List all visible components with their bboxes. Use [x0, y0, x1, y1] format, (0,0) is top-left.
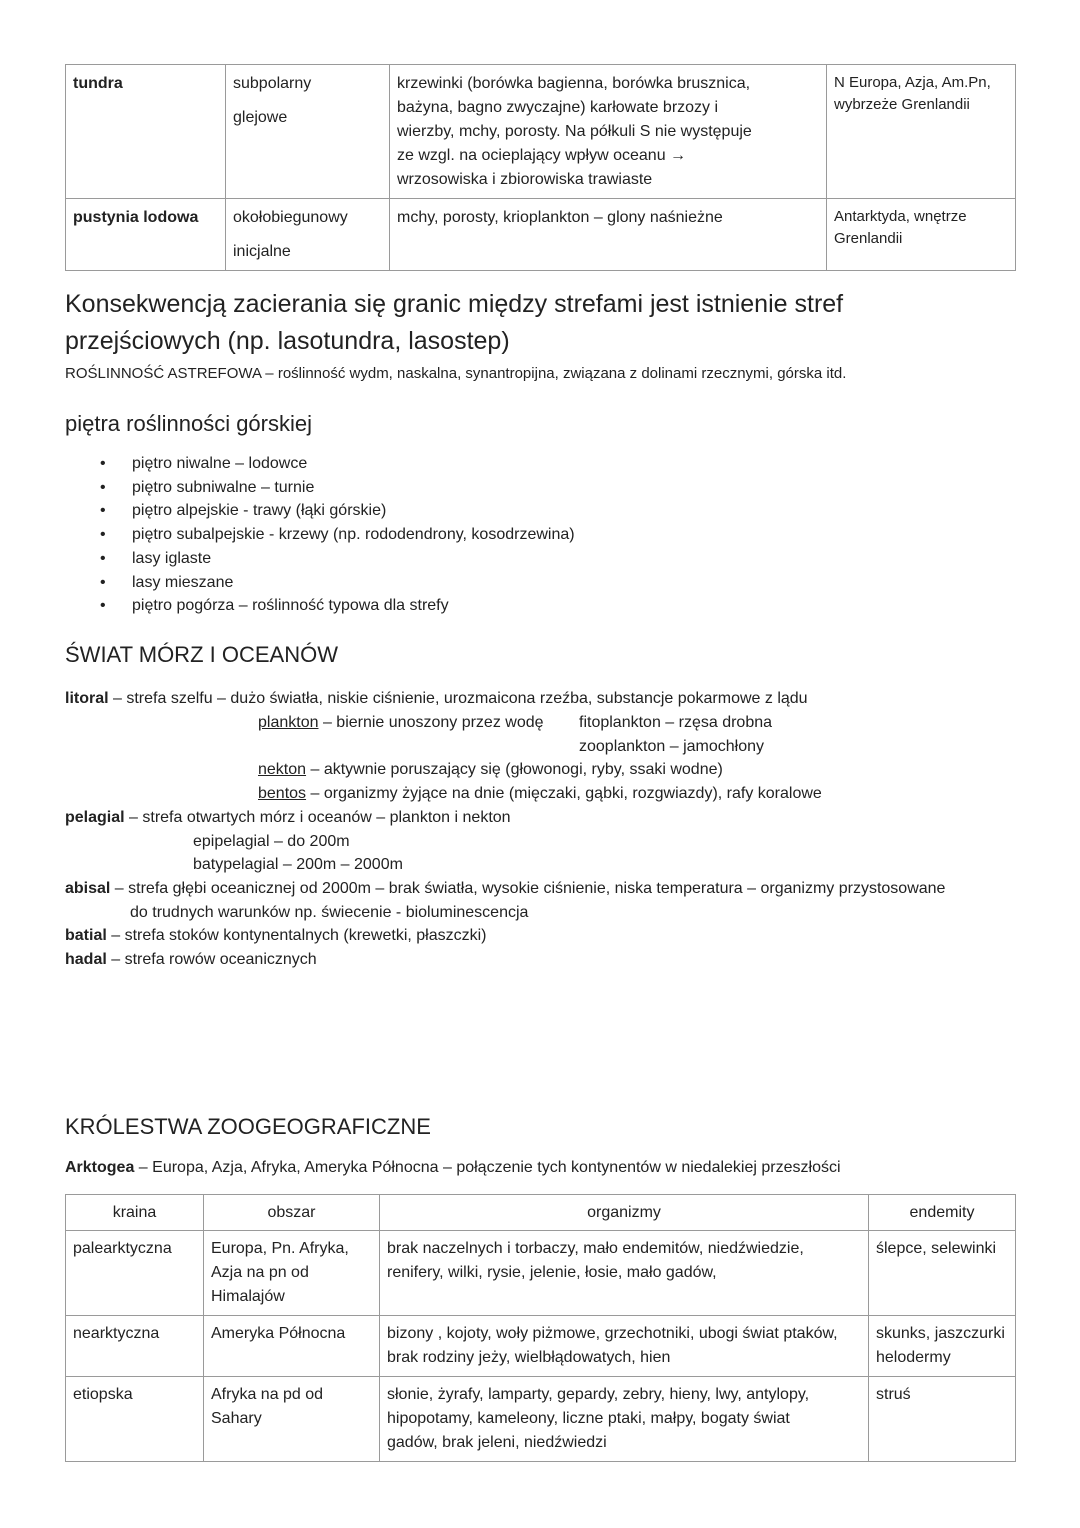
zoo-heading: KRÓLESTWA ZOOGEOGRAFICZNE	[65, 1114, 431, 1139]
abisal-continuation: do trudnych warunków np. świecenie - bioluminescencja	[130, 904, 529, 921]
vegetation-line: ze wzgl. na ocieplający wpływ oceanu →	[397, 147, 687, 164]
ocean-heading: ŚWIAT MÓRZ I OCEANÓW	[65, 642, 338, 667]
obszar-cell	[204, 1231, 380, 1316]
col-header-obszar: obszar	[204, 1195, 380, 1231]
batypelagial-line: batypelagial – 200m – 2000m	[193, 856, 403, 873]
bentos-line	[258, 782, 822, 806]
climate-text: okołobiegunowy	[233, 209, 348, 226]
zoo-line: zooplankton – jamochłony	[579, 738, 765, 755]
climate-text: subpolarny	[233, 75, 312, 92]
fito-line: fitoplankton – rzęsa drobna	[579, 714, 773, 731]
bullet-icon: •	[100, 478, 106, 496]
endemity-cell	[869, 1231, 1016, 1316]
climate-soil-cell	[226, 65, 390, 199]
vegetation-cell	[390, 199, 827, 271]
region-cell	[827, 65, 1016, 199]
cell-line: brak naczelnych i torbaczy, mało endemitów, niedźwiedzie,	[387, 1240, 804, 1257]
soil-text: inicjalne	[233, 243, 291, 260]
definition: – organizmy żyjące na dnie (mięczaki, gąbki, rozgwiazdy), rafy koralowe	[306, 785, 822, 802]
bullet-icon: •	[100, 597, 106, 615]
definition: – biernie unoszony przez wodę	[318, 714, 544, 731]
item-text: piętro pogórza – roślinność typowa dla strefy	[132, 597, 449, 615]
item-text: piętro subalpejskie - krzewy (np. rododendrony, kosodrzewina)	[132, 526, 575, 544]
item-text: lasy iglaste	[132, 549, 212, 567]
cell-line: bizony , kojoty, woły piżmowe, grzechotniki, ubogi świat ptaków,	[387, 1325, 838, 1342]
item-text: piętro subniwalne – turnie	[132, 478, 315, 496]
mountain-heading: piętra roślinności górskiej	[65, 411, 312, 436]
region-line: Antarktyda, wnętrze	[834, 208, 967, 225]
term: hadal	[65, 951, 107, 968]
astrefowa-text: ROŚLINNOŚĆ ASTREFOWA – roślinność wydm, naskalna, synantropijna, związana z dolinami rzecznymi, górska itd.	[65, 365, 847, 382]
item-text: lasy mieszane	[132, 573, 234, 591]
bullet-icon: •	[100, 455, 106, 472]
cell-line: Azja na pn od	[211, 1264, 309, 1281]
item-text: piętro alpejskie - trawy (łąki górskie)	[132, 502, 387, 520]
vegetation-line: wierzby, mchy, porosty. Na półkuli S nie występuje	[397, 123, 752, 140]
col-header-kraina: kraina	[66, 1195, 204, 1231]
kraina-cell: palearktyczna	[66, 1231, 204, 1316]
table-row	[66, 1316, 1016, 1377]
region-line: wybrzeże Grenlandii	[834, 96, 970, 113]
item-text: piętro niwalne – lodowce	[132, 455, 308, 472]
cell-line: brak rodziny jeży, wielbłądowatych, hien	[387, 1349, 671, 1366]
col-header-organizmy: organizmy	[380, 1195, 869, 1231]
list-item	[68, 571, 575, 595]
definition: – strefa stoków kontynentalnych (krewetki, płaszczki)	[106, 927, 487, 944]
term: Arktogea	[65, 1159, 135, 1176]
climate-soil-cell	[226, 199, 390, 271]
list-item	[68, 594, 575, 618]
zoo-table	[65, 1194, 1016, 1462]
definition: – strefa głębi oceanicznej od 2000m – brak światła, wysokie ciśnienie, niska temperatura – organizmy przystosowane	[110, 880, 946, 897]
epipelagial-line: epipelagial – do 200m	[193, 833, 350, 850]
list-item	[68, 452, 575, 476]
region-cell	[827, 199, 1016, 271]
list-item	[68, 476, 575, 500]
arktogea-line	[65, 1156, 841, 1180]
table-row	[66, 199, 1016, 271]
hadal-line	[65, 948, 317, 972]
cell-line: Europa, Pn. Afryka,	[211, 1240, 349, 1257]
cell-line: hipopotamy, kameleony, liczne ptaki, małpy, bogaty świat	[387, 1410, 790, 1427]
plankton-line	[258, 711, 544, 735]
cell-line: renifery, wilki, rysie, jelenie, łosie, mało gadów,	[387, 1264, 717, 1281]
bullet-icon: •	[100, 526, 106, 544]
definition: – strefa otwartych mórz i oceanów – plankton i nekton	[124, 809, 511, 826]
vegetation-cell	[390, 65, 827, 199]
cell-line: gadów, brak jeleni, niedźwiedzi	[387, 1434, 607, 1451]
zone-cell: tundra	[66, 65, 226, 199]
vegetation-line: wrzosowiska i zbiorowiska trawiaste	[397, 171, 653, 188]
organizmy-cell	[380, 1316, 869, 1377]
list-item	[68, 523, 575, 547]
organizmy-cell	[380, 1377, 869, 1462]
endemity-cell	[869, 1377, 1016, 1462]
region-line: Grenlandii	[834, 230, 903, 247]
nekton-line	[258, 758, 723, 782]
obszar-cell	[204, 1377, 380, 1462]
col-header-endemity: endemity	[869, 1195, 1016, 1231]
term: bentos	[258, 785, 307, 802]
batial-line	[65, 924, 487, 948]
term: abisal	[65, 880, 111, 897]
pelagial-line	[65, 806, 511, 830]
region-line: N Europa, Azja, Am.Pn,	[834, 74, 991, 91]
obszar-cell	[204, 1316, 380, 1377]
term: batial	[65, 927, 107, 944]
bullet-icon: •	[100, 502, 106, 520]
biome-table	[65, 64, 1016, 271]
definition: – strefa rowów oceanicznych	[106, 951, 317, 968]
heading-line: Konsekwencją zacierania się granic między strefami jest istnienie stref	[65, 290, 844, 318]
cell-line: Himalajów	[211, 1288, 285, 1305]
cell-line: Ameryka Północna	[211, 1325, 346, 1342]
mountain-list	[68, 452, 575, 618]
cell-line: helodermy	[876, 1349, 951, 1366]
term: pelagial	[65, 809, 125, 826]
bullet-icon: •	[100, 549, 106, 567]
list-item	[68, 499, 575, 523]
endemity-cell	[869, 1316, 1016, 1377]
abisal-line	[65, 877, 945, 901]
table-header-row	[66, 1195, 1016, 1231]
term: plankton	[258, 714, 319, 731]
term: nekton	[258, 761, 307, 778]
cell-line: ślepce, selewinki	[876, 1240, 997, 1257]
bullet-icon: •	[100, 573, 106, 591]
kraina-cell: etiopska	[66, 1377, 204, 1462]
transition-heading	[65, 286, 1025, 360]
term: litoral	[65, 690, 109, 707]
heading-line: przejściowych (np. lasotundra, lasostep)	[65, 327, 510, 355]
table-row	[66, 1377, 1016, 1462]
vegetation-line: bażyna, bagno zwyczajne) karłowate brzozy i	[397, 99, 719, 116]
vegetation-line: krzewinki (borówka bagienna, borówka brusznica,	[397, 75, 751, 92]
cell-line: skunks, jaszczurki	[876, 1325, 1005, 1342]
soil-text: glejowe	[233, 109, 288, 126]
cell-line: struś	[876, 1386, 911, 1403]
cell-line: słonie, żyrafy, lamparty, gepardy, zebry, hieny, lwy, antylopy,	[387, 1386, 810, 1403]
kraina-cell: nearktyczna	[66, 1316, 204, 1377]
zone-cell: pustynia lodowa	[66, 199, 226, 271]
list-item	[68, 547, 575, 571]
organizmy-cell	[380, 1231, 869, 1316]
definition: – aktywnie poruszający się (głowonogi, ryby, ssaki wodne)	[306, 761, 723, 778]
table-row	[66, 65, 1016, 199]
table-row	[66, 1231, 1016, 1316]
cell-line: Afryka na pd od	[211, 1386, 324, 1403]
litoral-line	[65, 687, 808, 711]
vegetation-line: mchy, porosty, krioplankton – glony naśnieżne	[397, 209, 723, 226]
definition: – Europa, Azja, Afryka, Ameryka Północna – połączenie tych kontynentów w niedalekiej przeszłości	[134, 1159, 841, 1176]
cell-line: Sahary	[211, 1410, 262, 1427]
definition: – strefa szelfu – dużo światła, niskie ciśnienie, urozmaicona rzeźba, substancje pokarmowe z lądu	[108, 690, 808, 707]
